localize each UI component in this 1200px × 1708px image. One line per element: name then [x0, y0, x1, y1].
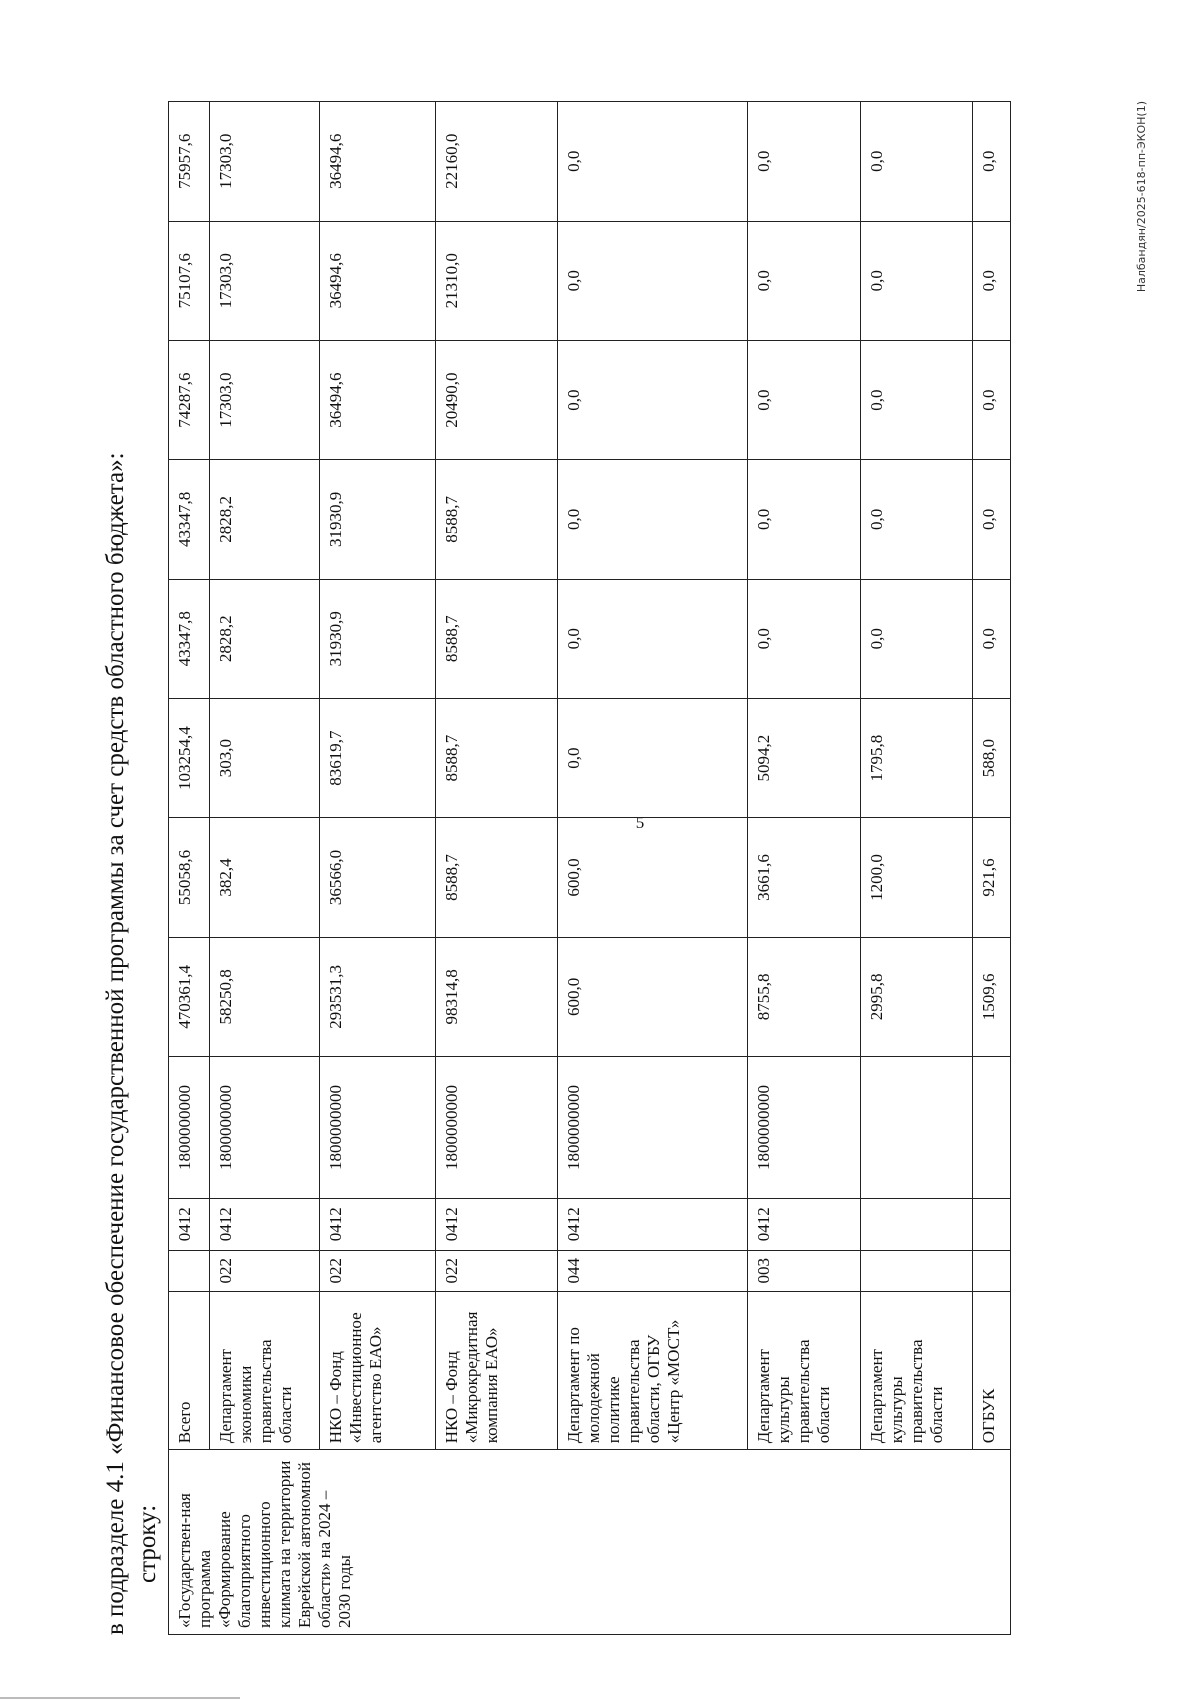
total-cell: 98314,8: [436, 937, 558, 1056]
grbs-cell: 022: [436, 1250, 558, 1291]
table-row: [973, 102, 1011, 1635]
year-cell: 0,0: [558, 102, 748, 222]
year-cell: 8588,7: [436, 460, 558, 579]
year-cell: 921,6: [973, 818, 1011, 937]
year-cell: 0,0: [861, 221, 973, 340]
csr-cell: [973, 1057, 1011, 1199]
total-cell: 600,0: [558, 937, 748, 1056]
csr-cell: 1800000000: [210, 1057, 320, 1199]
year-cell: 75957,6: [169, 102, 210, 222]
year-cell: 600,0: [558, 818, 748, 937]
grbs-cell: [973, 1250, 1011, 1291]
year-cell: 0,0: [861, 579, 973, 698]
year-cell: 17303,0: [210, 221, 320, 340]
year-cell: 0,0: [861, 102, 973, 222]
year-cell: 0,0: [861, 460, 973, 579]
rz-pr-cell: 0412: [558, 1199, 748, 1251]
year-cell: 3661,6: [748, 818, 861, 937]
year-cell: 0,0: [558, 698, 748, 817]
heading-line-2: строку:: [134, 1504, 161, 1583]
year-cell: 2828,2: [210, 460, 320, 579]
rotated-page-content: [100, 95, 1160, 1635]
executor-cell: ОГБУК: [973, 1291, 1011, 1449]
csr-cell: 1800000000: [436, 1057, 558, 1199]
csr-cell: 1800000000: [748, 1057, 861, 1199]
budget-table: [168, 101, 1011, 1635]
grbs-cell: 044: [558, 1250, 748, 1291]
year-cell: 382,4: [210, 818, 320, 937]
year-cell: 2828,2: [210, 579, 320, 698]
year-cell: 0,0: [558, 579, 748, 698]
year-cell: 0,0: [748, 102, 861, 222]
executor-cell: НКО – Фонд «Микрокредитная компания ЕАО»: [436, 1291, 558, 1449]
total-cell: 1509,6: [973, 937, 1011, 1056]
executor-cell: Департамент экономики правительства области: [210, 1291, 320, 1449]
year-cell: 0,0: [973, 460, 1011, 579]
year-cell: 0,0: [558, 340, 748, 459]
year-cell: 303,0: [210, 698, 320, 817]
csr-cell: 1800000000: [558, 1057, 748, 1199]
table-row: [558, 102, 748, 1635]
total-cell: 58250,8: [210, 937, 320, 1056]
executor-cell: Департамент культуры правительства области: [861, 1291, 973, 1449]
table-row: [320, 102, 436, 1635]
year-cell: 36494,6: [320, 340, 436, 459]
year-cell: 0,0: [748, 460, 861, 579]
year-cell: 0,0: [973, 579, 1011, 698]
year-cell: 36494,6: [320, 221, 436, 340]
year-cell: 0,0: [973, 340, 1011, 459]
year-cell: 5094,2: [748, 698, 861, 817]
year-cell: 36566,0: [320, 818, 436, 937]
heading-line-1: в подразделе 4.1 «Финансовое обеспечение государственной программы за счет средств областного бюджета»:: [102, 452, 129, 1635]
year-cell: 83619,7: [320, 698, 436, 817]
rz-pr-cell: [861, 1199, 973, 1251]
rz-pr-cell: 0412: [436, 1199, 558, 1251]
scan-edge-line: [0, 1697, 240, 1699]
year-cell: 55058,6: [169, 818, 210, 937]
rz-pr-cell: 0412: [210, 1199, 320, 1251]
year-cell: 8588,7: [436, 579, 558, 698]
table-row: [436, 102, 558, 1635]
year-cell: 75107,6: [169, 221, 210, 340]
rz-pr-cell: 0412: [169, 1199, 210, 1251]
executor-cell: Департамент культуры правительства области: [748, 1291, 861, 1449]
executor-cell: НКО – Фонд «Инвестиционное агентство ЕАО»: [320, 1291, 436, 1449]
year-cell: 17303,0: [210, 102, 320, 222]
document-signature: Налбандян/2025-618-пп-ЭКОН(1): [1135, 101, 1148, 293]
year-cell: 0,0: [748, 579, 861, 698]
table-row: [210, 102, 320, 1635]
year-cell: 0,0: [973, 102, 1011, 222]
year-cell: 36494,6: [320, 102, 436, 222]
executor-cell: Всего: [169, 1291, 210, 1449]
year-cell: 31930,9: [320, 579, 436, 698]
year-cell: 0,0: [748, 340, 861, 459]
grbs-cell: [861, 1250, 973, 1291]
year-cell: 31930,9: [320, 460, 436, 579]
section-heading: [100, 95, 164, 1635]
total-cell: 293531,3: [320, 937, 436, 1056]
csr-cell: 1800000000: [320, 1057, 436, 1199]
year-cell: 0,0: [558, 460, 748, 579]
total-cell: 470361,4: [169, 937, 210, 1056]
program-name-cell: «Государствен-ная программа «Формирование благоприятного инвестиционного климата на территории Еврейской автономной области» на 2024 – 2030 годы: [169, 1450, 1011, 1635]
year-cell: 0,0: [558, 221, 748, 340]
year-cell: 20490,0: [436, 340, 558, 459]
year-cell: 0,0: [861, 340, 973, 459]
year-cell: 8588,7: [436, 818, 558, 937]
year-cell: 21310,0: [436, 221, 558, 340]
rz-pr-cell: 0412: [320, 1199, 436, 1251]
total-cell: 8755,8: [748, 937, 861, 1056]
year-cell: 43347,8: [169, 460, 210, 579]
executor-cell: Департамент по молодежной политике правительства области, ОГБУ «Центр «МОСТ»: [558, 1291, 748, 1449]
grbs-cell: 022: [320, 1250, 436, 1291]
csr-cell: 1800000000: [169, 1057, 210, 1199]
grbs-cell: [169, 1250, 210, 1291]
table-row: [861, 102, 973, 1635]
csr-cell: [861, 1057, 973, 1199]
year-cell: 1200,0: [861, 818, 973, 937]
year-cell: 1795,8: [861, 698, 973, 817]
year-cell: 0,0: [973, 221, 1011, 340]
year-cell: 74287,6: [169, 340, 210, 459]
rz-pr-cell: [973, 1199, 1011, 1251]
year-cell: 17303,0: [210, 340, 320, 459]
grbs-cell: 022: [210, 1250, 320, 1291]
year-cell: 103254,4: [169, 698, 210, 817]
year-cell: 0,0: [748, 221, 861, 340]
year-cell: 22160,0: [436, 102, 558, 222]
page-number: 5: [635, 813, 645, 832]
grbs-cell: 003: [748, 1250, 861, 1291]
table-row: [748, 102, 861, 1635]
year-cell: 8588,7: [436, 698, 558, 817]
rz-pr-cell: 0412: [748, 1199, 861, 1251]
year-cell: 588,0: [973, 698, 1011, 817]
total-cell: 2995,8: [861, 937, 973, 1056]
year-cell: 43347,8: [169, 579, 210, 698]
table-row: [169, 102, 210, 1635]
